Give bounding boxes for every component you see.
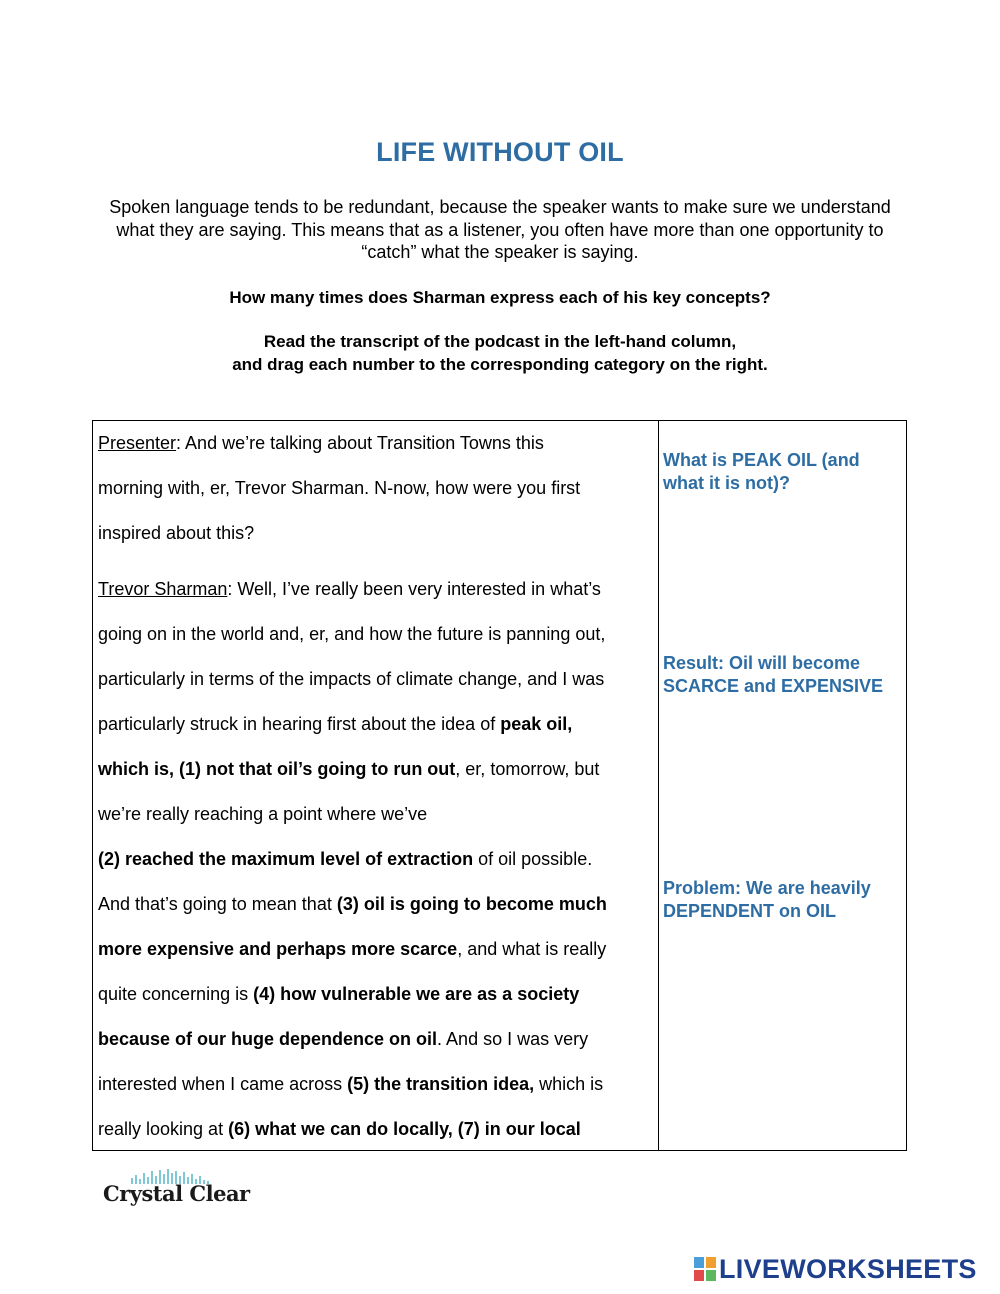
key-phrase-1: which is, (1) not that oil’s going to run out	[98, 759, 456, 779]
key-phrase: peak oil,	[500, 714, 573, 734]
intro-paragraph: Spoken language tends to be redundant, because the speaker wants to make sure we understand what they are saying. This means that as a listener, you often have more than one opportunity to “catch” what the speaker is saying.	[109, 197, 891, 262]
transcript-line: quite concerning is (4) how vulnerable we are as a society	[98, 984, 580, 1004]
category-drop-target-result[interactable]: Result: Oil will become SCARCE and EXPENSIVE	[663, 653, 884, 696]
transcript-line: because of our huge dependence on oil. And so I was very	[98, 1029, 589, 1049]
key-phrase-5: (5) the transition idea,	[347, 1074, 535, 1094]
category-drop-target-peak-oil[interactable]: What is PEAK OIL (and what it is not)?	[663, 450, 860, 493]
worksheet-table	[92, 420, 907, 1151]
transcript-line: inspired about this?	[98, 523, 255, 543]
transcript-line: we’re really reaching a point where we’ve	[98, 804, 428, 824]
key-phrase-3-cont: more expensive and perhaps more scarce	[98, 939, 458, 959]
question-text: How many times does Sharman express each of his key concepts?	[229, 288, 771, 307]
key-phrase-2: (2) reached the maximum level of extraction	[98, 849, 474, 869]
transcript-line: morning with, er, Trevor Sharman. N-now, how were you first	[98, 478, 581, 498]
key-phrase-4: (4) how vulnerable we are as a society	[253, 984, 580, 1004]
key-phrase-4-cont: because of our huge dependence on oil	[98, 1029, 438, 1049]
instructions-line-2: and drag each number to the corresponding category on the right.	[232, 354, 768, 374]
instructions	[100, 331, 900, 376]
transcript-line: interested when I came across (5) the transition idea, which is	[98, 1074, 604, 1094]
crystal-clear-logo	[103, 1168, 250, 1210]
category-drop-target-problem[interactable]: Problem: We are heavily DEPENDENT on OIL	[663, 878, 871, 921]
transcript-line: going on in the world and, er, and how the future is panning out,	[98, 624, 606, 644]
column-divider	[658, 421, 659, 1150]
transcript-line: which is, (1) not that oil’s going to run out, er, tomorrow, but	[98, 759, 600, 779]
transcript-line: Trevor Sharman: Well, I’ve really been very interested in what’s	[98, 579, 601, 599]
transcript-column	[98, 421, 654, 1152]
transcript-line: particularly in terms of the impacts of climate change, and I was	[98, 669, 605, 689]
transcript-line: (2) reached the maximum level of extraction of oil possible.	[98, 849, 593, 869]
key-phrase-3: (3) oil is going to become much	[336, 894, 607, 914]
transcript-line: really looking at (6) what we can do locally, (7) in our local	[98, 1119, 581, 1139]
transcript-line: more expensive and perhaps more scarce, and what is really	[98, 939, 607, 959]
key-phrase-6-7: (6) what we can do locally, (7) in our local	[228, 1119, 581, 1139]
transcript-line: And that’s going to mean that (3) oil is going to become much	[98, 894, 607, 914]
page-title: LIFE WITHOUT OIL	[376, 137, 624, 167]
transcript-line: particularly struck in hearing first about the idea of peak oil,	[98, 714, 573, 734]
instructions-line-1: Read the transcript of the podcast in the left-hand column,	[263, 332, 737, 351]
speaker-presenter: Presenter	[98, 433, 177, 453]
transcript-line: Presenter: And we’re talking about Transition Towns this	[98, 433, 544, 453]
speaker-sharman: Trevor Sharman	[98, 579, 228, 599]
liveworksheets-logo	[694, 1254, 977, 1284]
liveworksheets-wordmark: LIVEWORKSHEETS	[719, 1253, 977, 1284]
liveworksheets-icon	[694, 1257, 716, 1281]
brand-name: Crystal Clear	[103, 1181, 250, 1206]
